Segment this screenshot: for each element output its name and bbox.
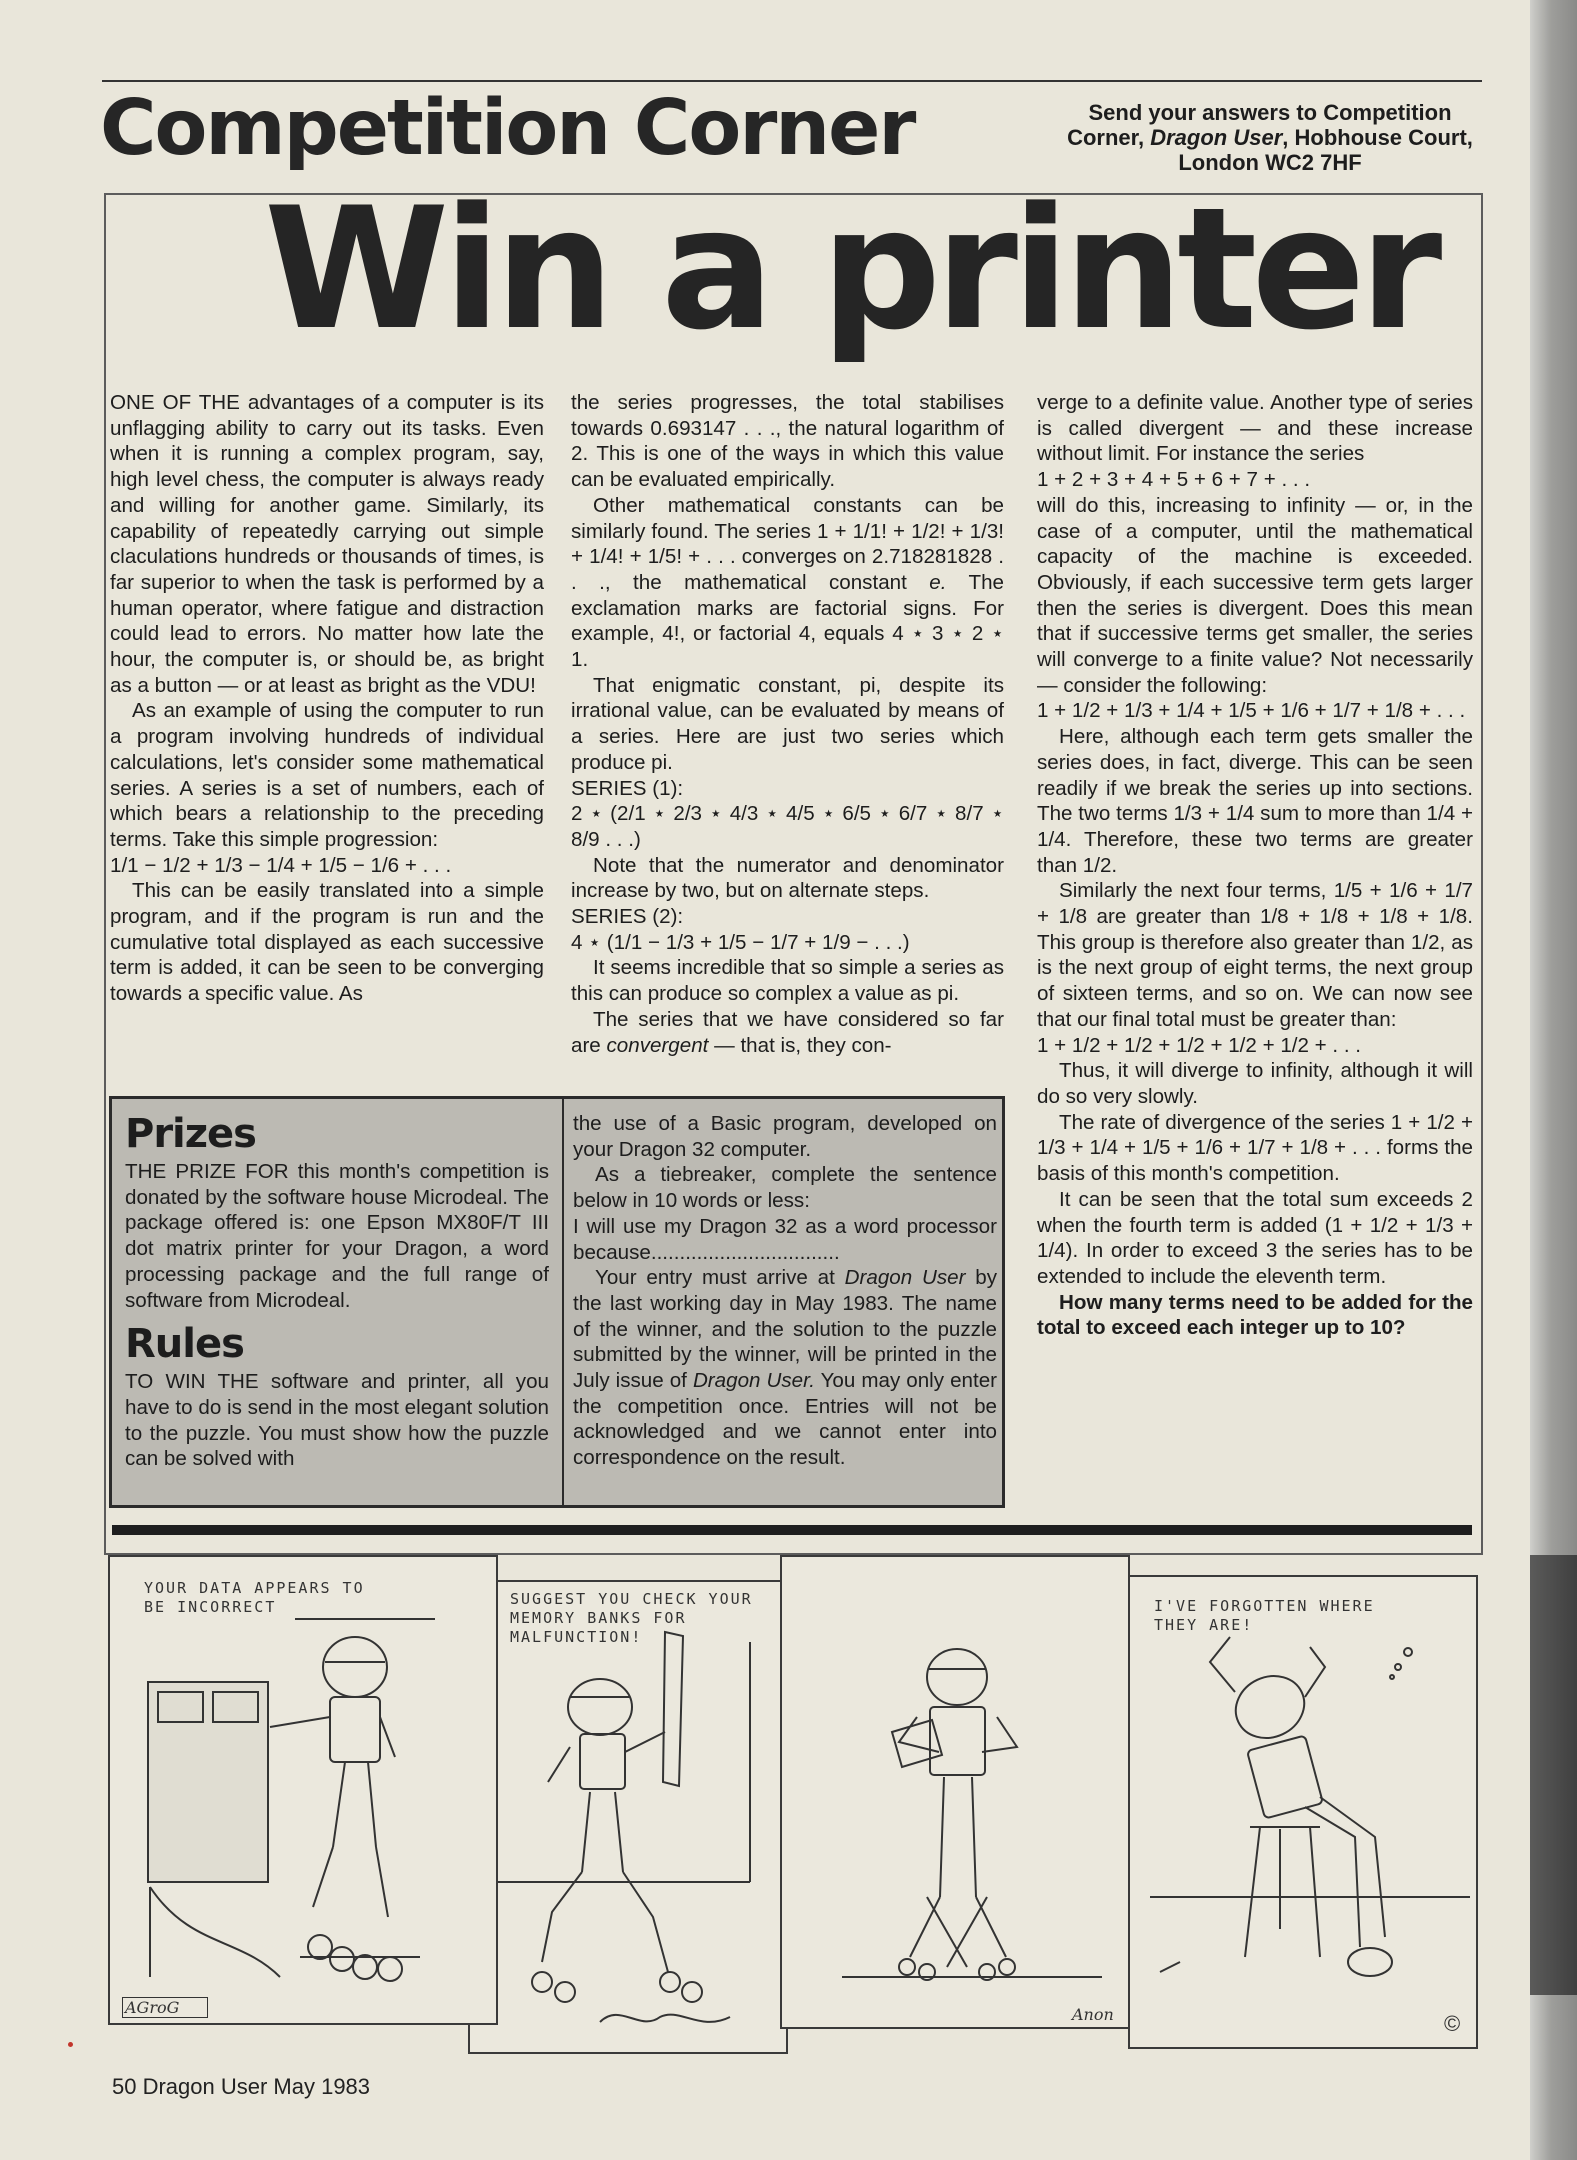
headline: Win a printer	[264, 171, 1437, 367]
competition-question: How many terms need to be added for the total to exceed each integer up to 10?	[1037, 1290, 1473, 1340]
col1-paragraph-3: This can be easily translated into a simple program, and if the program is run and the cumulative total displayed as each successive term is added, it can be seen to be converging towards a specific value. As	[110, 879, 544, 1006]
col3-paragraph-6: The rate of divergence of the series 1 + 1/2 + 1/3 + 1/4 + 1/5 + 1/6 + 1/7 + 1/8 + . . . forms the basis of this month's competition.	[1037, 1110, 1473, 1186]
address-line-2	[1040, 125, 1500, 150]
col3-formula-2: 1 + 1/2 + 1/3 + 1/4 + 1/5 + 1/6 + 1/7 + 1/8 + . . .	[1037, 699, 1466, 723]
col2-paragraph-3: That enigmatic constant, pi, despite its irrational value, can be evaluated by means of a series. Here are just two series which produce pi.	[571, 673, 1004, 774]
prizes-text: THE PRIZE FOR this month's competition is donated by the software house Microdeal. The package offered is: one Epson MX80F/T III dot matrix printer for your Dragon, a word processing package and the full range of software from Microdeal.	[125, 1160, 549, 1312]
cartoon-panel-2	[468, 1580, 788, 2054]
col3-paragraph-1: verge to a definite value. Another type of series is called divergent — and these increase without limit. For instance the series	[1037, 391, 1473, 466]
article-column-1	[110, 390, 544, 1007]
col2-paragraph-4: Note that the numerator and denominator increase by two, but on alternate steps.	[571, 853, 1004, 903]
rules-continued-1: the use of a Basic program, developed on your Dragon 32 computer.	[573, 1112, 997, 1161]
robot-reading-printout-illustration	[470, 1582, 788, 2054]
cartoon-panel-4	[1128, 1575, 1478, 2049]
magazine-name-1: Dragon User	[844, 1266, 966, 1290]
section-title: Competition Corner	[100, 84, 915, 173]
magazine-name-2: Dragon User.	[692, 1369, 815, 1393]
entry-text-c: You may only enter the competition once. Entries will not be acknowledged and we cannot enter into correspondence on the result.	[573, 1369, 998, 1470]
prizes-and-rules-box	[109, 1096, 1005, 1508]
rules-text: TO WIN THE software and printer, all you have to do is send in the most elegant solution to the puzzle. You must show how the puzzle can be solved with	[125, 1370, 549, 1471]
convergent-term: convergent	[606, 1033, 709, 1057]
entry-deadline	[573, 1265, 997, 1471]
col3-paragraph-4: Similarly the next four terms, 1/5 + 1/6 + 1/7 + 1/8 are greater than 1/8 + 1/8 + 1/8 + 1/8. This group is therefore also greater than 1/2, as is the next group of eight terms, the next group of sixteen terms, and so on. We can now see that our final total must be greater than:	[1037, 879, 1473, 1031]
cartoon-panel-1	[108, 1555, 498, 2025]
series-2-formula: 4 ⋆ (1/1 − 1/3 + 1/5 − 1/7 + 1/9 − . . .)	[571, 930, 910, 954]
cartoon-panel-3	[780, 1555, 1130, 2029]
panel-2-caption: SUGGEST YOU CHECK YOUR MEMORY BANKS FOR MALFUNCTION!	[510, 1590, 753, 1646]
margin-mark	[68, 2042, 73, 2047]
address-line-2-text: Corner,	[1067, 125, 1151, 150]
rules-heading: Rules	[125, 1321, 244, 1368]
magazine-name: Dragon User	[1150, 125, 1283, 150]
entry-text-b: by the last working day in May 1983. The name of the winner, and the solution to the puzzle submitted by the winner, will be printed in the July issue of	[573, 1266, 997, 1393]
top-rule	[102, 80, 1482, 82]
col1-paragraph-1: ONE OF THE advantages of a computer is its unflagging ability to carry out its tasks. Even when it is running a complex program, say, high level chess, the computer is always ready and willing for another game. Similarly, its capability of repeatedly carrying out simple claculations hundreds or thousands of times, is far superior to when the task is performed by a human operator, where fatigue and distraction could lead to errors. No matter how late the hour, the computer is, or should be, as bright as a button — or at least as bright as the VDU!	[110, 391, 544, 697]
col2-paragraph-2-text: Other mathematical constants can be similarly found. The series 1 + 1/1! + 1/2! + 1/3! + 1/4! + 1/5! + . . . converges on 2.718281828 . . ., the mathematical constant	[571, 493, 1004, 594]
robot-reading-book-illustration	[782, 1557, 1130, 2029]
copyright-icon: ©	[1444, 2011, 1461, 2036]
panel-1-caption: YOUR DATA APPEARS TO BE INCORRECT	[144, 1579, 365, 1616]
artist-signature: AGroG	[122, 1997, 208, 2018]
box-divider	[562, 1099, 564, 1505]
article-column-3	[1037, 390, 1473, 1341]
panel-4-caption: I'VE FORGOTTEN WHERE THEY ARE!	[1154, 1597, 1375, 1634]
col2-paragraph-1: the series progresses, the total stabilises towards 0.693147 . . ., the natural logarithm of 2. This is one of the ways in which this value can be evaluated empirically.	[571, 391, 1004, 492]
rules-continued-column	[573, 1111, 997, 1471]
tiebreaker-instructions: As a tiebreaker, complete the sentence below in 10 words or less:	[573, 1163, 997, 1213]
col2-paragraph-2-end: The exclamation marks are factorial signs. For example, 4!, or factorial 4, equals 4 ⋆ 3 ⋆ 2 ⋆ 1.	[571, 570, 1004, 672]
artist-signature-2: Anon	[1072, 2005, 1114, 2024]
col2-paragraph-6	[571, 1007, 1004, 1058]
article-column-2	[571, 390, 1004, 1058]
col3-paragraph-7: It can be seen that the total sum exceeds 2 when the fourth term is added (1 + 1/2 + 1/3 + 1/4). In order to exceed 3 the series has to be extended to include the eleventh term.	[1037, 1187, 1473, 1288]
robot-sitting-on-stool-illustration	[1130, 1577, 1478, 2049]
prizes-heading: Prizes	[125, 1111, 256, 1157]
prizes-rules-column	[125, 1109, 549, 1472]
col2-paragraph-6-end: — that is, they con-	[708, 1033, 892, 1057]
col1-formula: 1/1 − 1/2 + 1/3 − 1/4 + 1/5 − 1/6 + . . .	[110, 853, 452, 877]
series-1-formula: 2 ⋆ (2/1 ⋆ 2/3 ⋆ 4/3 ⋆ 4/5 ⋆ 6/5 ⋆ 6/7 ⋆ 8/7 ⋆ 8/9 . . .)	[571, 802, 1004, 851]
series-1-label: SERIES (1):	[571, 776, 684, 800]
col3-paragraph-3: Here, although each term gets smaller the series does, in fact, diverge. This can be seen readily if we break the series up into sections. The two terms 1/3 + 1/4 sum to more than 1/4 + 1/4. Therefore, these two terms are greater than 1/2.	[1037, 725, 1473, 877]
page-edge-shadow	[1530, 0, 1577, 2160]
address-line-3: London WC2 7HF	[1178, 150, 1362, 175]
series-2-label: SERIES (2):	[571, 905, 684, 929]
col2-paragraph-6-text: The series that we have considered so far are	[571, 1007, 1004, 1057]
address-line-1: Send your answers to Competition	[1088, 100, 1452, 125]
page-edge-dark-band	[1530, 1555, 1577, 1995]
page-footer: 50 Dragon User May 1983	[112, 2074, 371, 2099]
col2-paragraph-5: It seems incredible that so simple a series as this can produce so complex a value as pi.	[571, 956, 1004, 1006]
entry-text-a: Your entry must arrive at	[595, 1266, 845, 1290]
col3-formula-3: 1 + 1/2 + 1/2 + 1/2 + 1/2 + 1/2 + . . .	[1037, 1033, 1362, 1057]
cartoon-rule	[112, 1525, 1472, 1535]
col3-paragraph-5: Thus, it will diverge to infinity, although it will do so very slowly.	[1037, 1059, 1473, 1108]
col2-paragraph-2	[571, 493, 1004, 673]
col3-paragraph-2: will do this, increasing to infinity — or, in the case of a computer, until the mathematical capacity of the machine is exceeded. Obviously, if each successive term gets larger then the series is divergent. Does this mean that if successive terms get smaller, the series will converge to a finite value? Not necessarily — consider the following:	[1037, 493, 1473, 697]
col1-paragraph-2: As an example of using the computer to run a program involving hundreds of individual calculations, let's consider some mathematical series. A series is a set of numbers, each of which bears a relationship to the preceding terms. Take this simple progression:	[110, 699, 544, 851]
address-line-2-end: , Hobhouse Court,	[1282, 125, 1473, 150]
col3-formula-1: 1 + 2 + 3 + 4 + 5 + 6 + 7 + . . .	[1037, 468, 1311, 492]
tiebreaker-sentence: I will use my Dragon 32 as a word processor because.................................	[573, 1214, 997, 1264]
constant-e: e.	[929, 570, 947, 594]
robot-at-computer-illustration	[110, 1557, 498, 2025]
